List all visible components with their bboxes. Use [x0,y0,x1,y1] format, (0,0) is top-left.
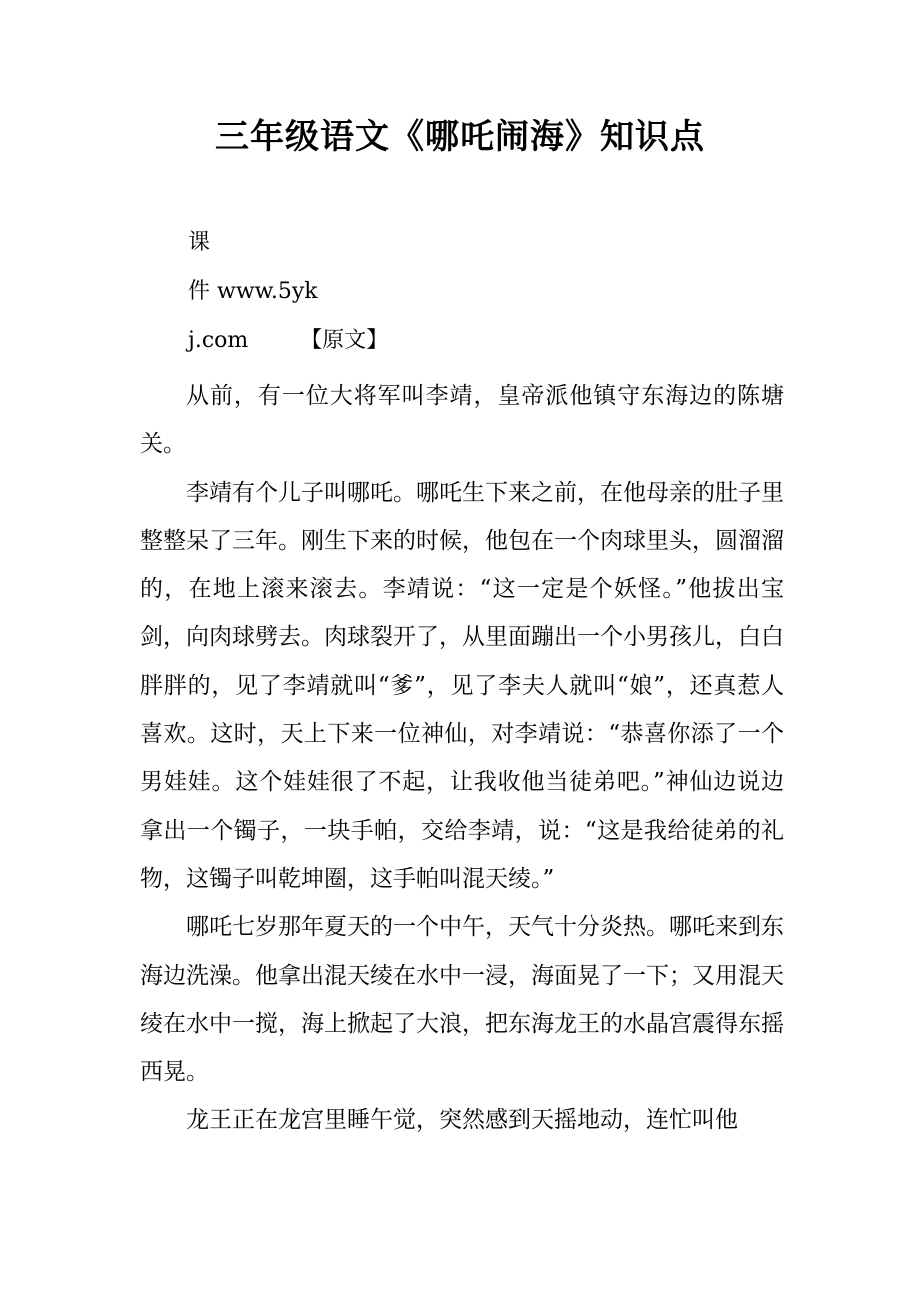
source-line-3 [188,326,388,356]
body-text [140,372,784,1145]
source-line-2: 件 www.5yk [188,279,318,304]
paragraph: 龙王正在龙宫里睡午觉，突然感到天摇地动，连忙叫他 [186,1107,738,1134]
document-title: 三年级语文《哪吒闹海》知识点 [215,117,705,157]
paragraph: 李靖有个儿子叫哪吒。哪吒生下来之前，在他母亲的肚子里整整呆了三年。刚生下来的时候，他包在一个肉球里头，圆溜溜的，在地上滚来滚去。李靖说：“这一定是个妖怪。”他拔出宝剑，向肉球劈去。肉球裂开了，从里面蹦出一个小男孩儿，白白胖胖的，见了李靖就叫“爹”，见了李夫人就叫“娘”，还真惹人喜欢。这时，天上下来一位神仙，对李靖说：“恭喜你添了一个男娃娃。这个娃娃很了不起，让我收他当徒弟吧。”神仙边说边拿出一个镯子，一块手帕，交给李靖，说：“这是我给徒弟的礼物，这镯子叫乾坤圈，这手帕叫混天绫。” [140,479,784,892]
paragraph: 哪吒七岁那年夏天的一个中午，天气十分炎热。哪吒来到东海边洗澡。他拿出混天绫在水中一浸，海面晃了一下；又用混天绫在水中一搅，海上掀起了大浪，把东海龙王的水晶宫震得东摇西晃。 [140,914,784,1086]
original-text-label: 【原文】 [300,328,389,353]
source-line-1: 课 [188,230,211,255]
paragraph: 从前，有一位大将军叫李靖，皇帝派他镇守东海边的陈塘关。 [140,383,784,458]
source-domain-suffix: j.com [188,328,249,353]
